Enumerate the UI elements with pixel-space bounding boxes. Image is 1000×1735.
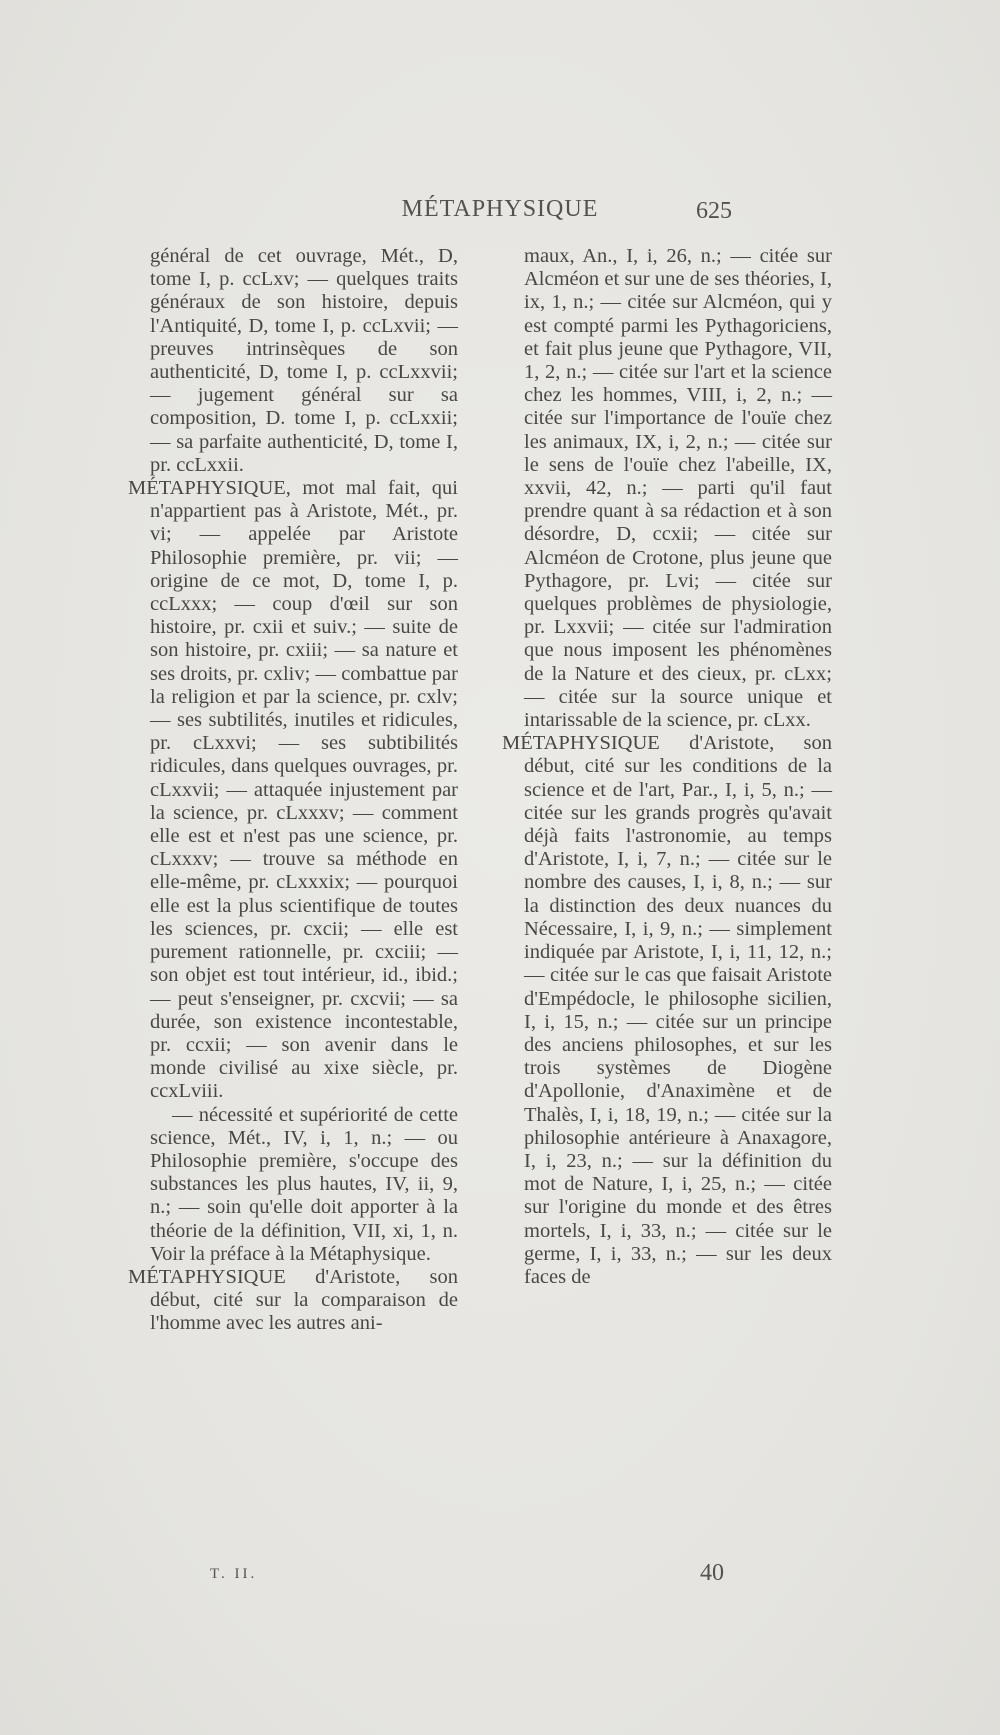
index-entry-metaphysique-aristote-par: MÉTAPHYSIQUE d'Aristote, son début, cité sur les conditions de la science et de l'art, Par., I, i, 5, n.; — citée sur les grands progrès qu'avait déjà faits l'astronomie, au temps d'Aristote, I, i, 7, n.; — citée sur le nombre des causes, I, i, 8, n.; — sur la distinction des deux nuances du Nécessaire, I, i, 9, n.; — simplement indiquée par Aristote, I, i, 11, 12, n.; — citée sur le cas que faisait Aristote d'Empédocle, le philosophe sicilien, I, i, 15, n.; — citée sur un principe des anciens philosophes, et sur les trois systèmes de Diogène d'Apollonie, d'Anaximène et de Thalès, I, i, 18, 19, n.; — citée sur la philosophie antérieure à Anaxagore, I, i, 23, n.; — sur la définition du mot de Nature, I, i, 25, n.; — citée sur l'origine du monde et des êtres mortels, I, i, 33, n.; — citée sur le germe, I, i, 33, n.; — sur les deux faces de bbox=[502, 732, 832, 1288]
index-entry-metaphysique: MÉTAPHYSIQUE, mot mal fait, qui n'appartient pas à Aristote, Mét., pr. vi; — appelée par Aristote Philosophie première, pr. vii; — origine de ce mot, D, tome I, p. ccLxxx; — coup d'œil sur son histoire, pr. cxii et suiv.; — suite de son histoire, pr. cxiii; — sa nature et ses droits, pr. cxliv; — combattue par la religion et par la science, pr. cxlv; — ses subtilités, inutiles et ridicules, pr. cLxxvi; — ses subtibilités ridicules, dans quelques ouvrages, pr. cLxxvii; — attaquée injustement par la science, pr. cLxxxv; — comment elle est et n'est pas une science, pr. cLxxxv; — trouve sa méthode en elle-même, pr. cLxxxix; — pourquoi elle est la plus scientifique de toutes les sciences, pr. cxcii; — elle est purement rationnelle, pr. cxciii; — son objet est tout intérieur, id., ibid.; — peut s'enseigner, pr. cxcvii; — sa durée, son existence incontestable, pr. ccxii; — son avenir dans le monde civilisé au xixe siècle, pr. ccxLviii. bbox=[128, 477, 458, 1103]
running-title: MÉTAPHYSIQUE bbox=[401, 196, 599, 222]
page-number: 625 bbox=[696, 198, 732, 224]
index-entry-subparagraph: — nécessité et supériorité de cette science, Mét., IV, i, 1, n.; — ou Philosophie première, s'occupe des substances les plus hautes, IV, ii, 9, n.; — soin qu'elle doit apporter à la théorie de la définition, VII, xi, 1, n. Voir la préface à la Métaphysique. bbox=[150, 1103, 458, 1265]
signature-number: 40 bbox=[700, 1560, 724, 1586]
index-entry-continuation: général de cet ouvrage, Mét., D, tome I, p. ccLxv; — quelques traits généraux de son histoire, depuis l'Antiquité, D, tome I, p. ccLxvii; — preuves intrinsèques de son authenticité, D, tome I, p. ccLxxvii; — jugement général sur sa composition, D. tome I, p. ccLxxii; — sa parfaite authenticité, D, tome I, pr. ccLxxii. bbox=[150, 245, 458, 476]
index-entry-continuation: maux, An., I, i, 26, n.; — citée sur Alcméon et sur une de ses théories, I, ix, 1, n.; — citée sur Alcméon, qui y est compté parmi les Pythagoriciens, et fait plus jeune que Pythagore, VII, 1, 2, n.; — citée sur l'art et la science chez les hommes, VIII, i, 2, n.; — citée sur l'importance de l'ouïe chez les animaux, IX, i, 2, n.; — citée sur le sens de l'ouïe chez l'abeille, IX, xxvii, 42, n.; — parti qu'il faut prendre quant à sa rédaction et à son désordre, D, ccxii; — citée sur Alcméon de Crotone, plus jeune que Pythagore, pr. Lvi; — citée sur quelques problèmes de physiologie, pr. Lxxvii; — citée sur l'admiration que nous imposent les phénomènes de la Nature et des cieux, pr. cLxx; — citée sur la source unique et intarissable de la science, pr. cLxx. bbox=[524, 245, 832, 732]
left-column bbox=[128, 245, 458, 1336]
signature-mark: T. II. bbox=[210, 1566, 258, 1582]
index-entry-metaphysique-aristote: MÉTAPHYSIQUE d'Aristote, son début, cité sur la comparaison de l'homme avec les autres ani- bbox=[128, 1265, 458, 1335]
right-column bbox=[502, 245, 832, 1289]
